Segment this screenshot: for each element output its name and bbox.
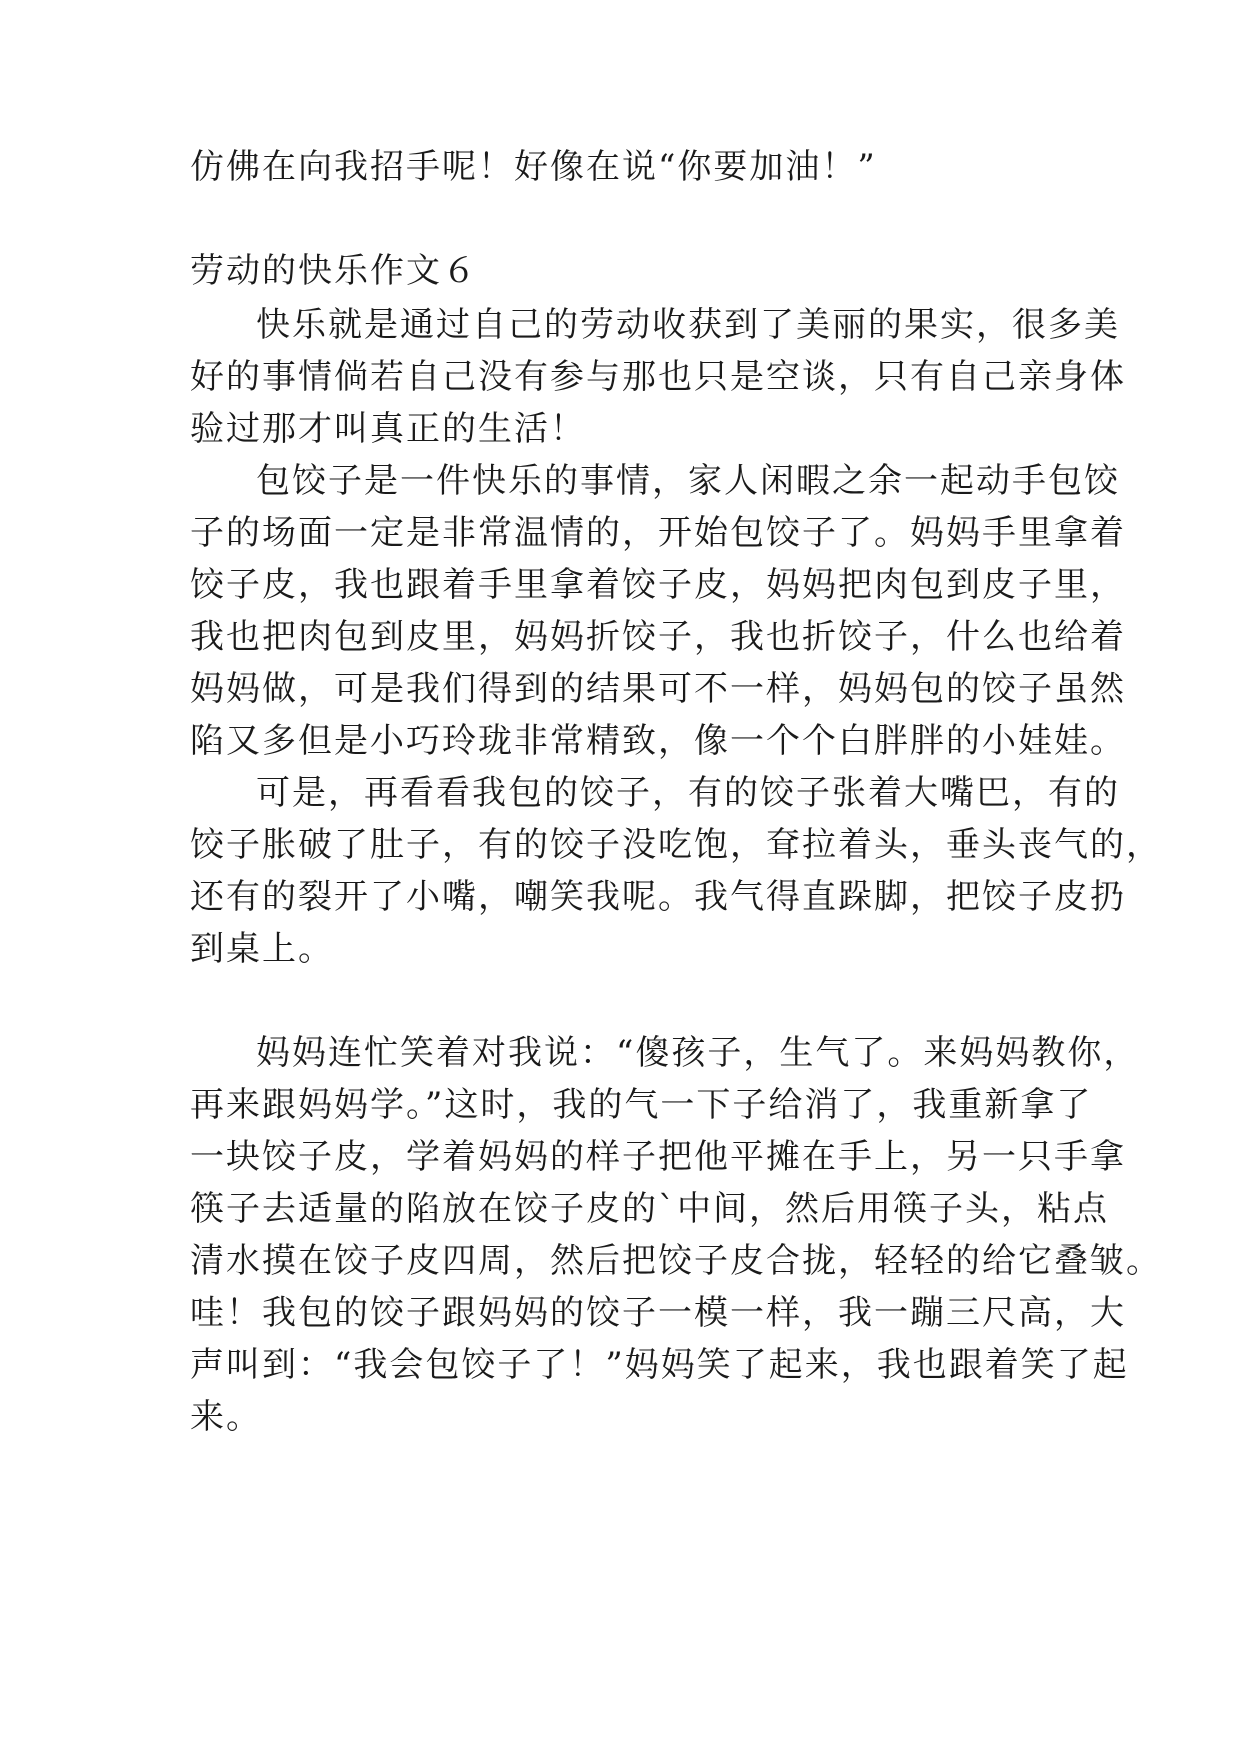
- paragraph-line: 快乐就是通过自己的劳动收获到了美丽的果实，很多美: [256, 305, 1120, 345]
- paragraph-line: 饺子胀破了肚子，有的饺子没吃饱，耷拉着头，垂头丧气的，: [190, 825, 1162, 865]
- paragraph-line: 清水摸在饺子皮四周，然后把饺子皮合拢，轻轻的给它叠皱。: [190, 1241, 1162, 1281]
- paragraph-line: 到桌上。: [190, 929, 334, 969]
- paragraph-line: 妈妈做，可是我们得到的结果可不一样，妈妈包的饺子虽然: [190, 669, 1126, 709]
- paragraph-line: 一块饺子皮，学着妈妈的样子把他平摊在手上，另一只手拿: [190, 1137, 1126, 1177]
- paragraph-line: 来。: [190, 1397, 262, 1437]
- paragraph-line: 哇！我包的饺子跟妈妈的饺子一模一样，我一蹦三尺高，大: [190, 1293, 1126, 1333]
- paragraph-line: 妈妈连忙笑着对我说：“傻孩子，生气了。来妈妈教你，: [256, 1033, 1140, 1073]
- continuation-line: 仿佛在向我招手呢！好像在说“你要加油！”: [190, 147, 877, 187]
- essay-title: 劳动的快乐作文６: [190, 251, 478, 291]
- paragraph-line: 筷子去适量的陷放在饺子皮的`中间，然后用筷子头，粘点: [190, 1189, 1109, 1229]
- paragraph-line: 包饺子是一件快乐的事情，家人闲暇之余一起动手包饺: [256, 461, 1120, 501]
- paragraph-line: 声叫到：“我会包饺子了！”妈妈笑了起来，我也跟着笑了起: [190, 1345, 1129, 1385]
- paragraph-line: 好的事情倘若自己没有参与那也只是空谈，只有自己亲身体: [190, 357, 1126, 397]
- paragraph-line: 再来跟妈妈学。”这时，我的气一下子给消了，我重新拿了: [190, 1085, 1093, 1125]
- paragraph-line: 验过那才叫真正的生活！: [190, 409, 586, 449]
- paragraph-line: 我也把肉包到皮里，妈妈折饺子，我也折饺子，什么也给着: [190, 617, 1126, 657]
- paragraph-line: 子的场面一定是非常温情的，开始包饺子了。妈妈手里拿着: [190, 513, 1126, 553]
- paragraph-line: 陷又多但是小巧玲珑非常精致，像一个个白胖胖的小娃娃。: [190, 721, 1126, 761]
- paragraph-line: 饺子皮，我也跟着手里拿着饺子皮，妈妈把肉包到皮子里，: [190, 565, 1126, 605]
- paragraph-line: 可是，再看看我包的饺子，有的饺子张着大嘴巴，有的: [256, 773, 1120, 813]
- paragraph-line: 还有的裂开了小嘴，嘲笑我呢。我气得直跺脚，把饺子皮扔: [190, 877, 1126, 917]
